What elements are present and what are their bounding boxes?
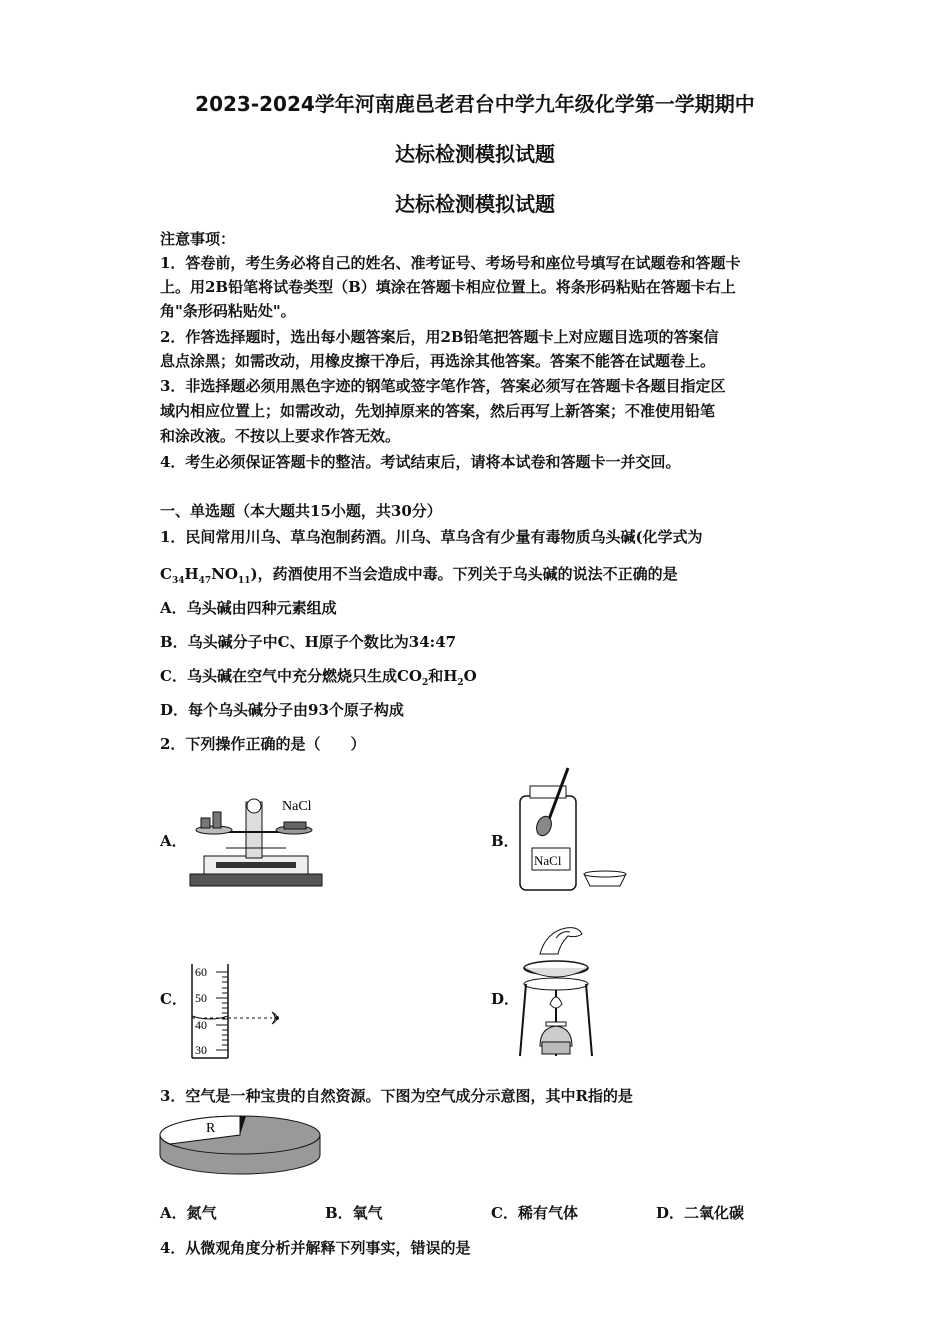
nacl-label-a: NaCl xyxy=(282,799,312,814)
cylinder-tick-50: 50 xyxy=(195,991,207,1005)
exam-title-line3: 达标检测模拟试题 xyxy=(395,192,555,216)
notice-line: 4．考生必须保证答题卡的整洁。考试结束后，请将本试卷和答题卡一并交回。 xyxy=(160,453,681,471)
notice-line: 息点涂黑；如需改动，用橡皮擦干净后，再选涂其他答案。答案不能答在试题卷上。 xyxy=(160,352,716,370)
nacl-label-b: NaCl xyxy=(534,853,562,868)
q3-option-b: B．氧气 xyxy=(325,1204,383,1222)
q1-stem-line2: $C_{34}H_{47}NO_{11}$)，药酒使用不当会造成中毒。下列关于乌头碱的说法不正确的是 xyxy=(160,565,678,586)
q2-label-d: D． xyxy=(491,990,520,1008)
q1-option-d: D．每个乌头碱分子由93个原子构成 xyxy=(160,701,404,719)
notice-line: 域内相应位置上；如需改动，先划掉原来的答案，然后再写上新答案；不准使用铅笔 xyxy=(160,402,716,420)
q4-stem: 4．从微观角度分析并解释下列事实，错误的是 xyxy=(160,1239,471,1257)
q3-option-a: A．氮气 xyxy=(160,1204,217,1222)
pie-label-r: R xyxy=(206,1121,216,1136)
cylinder-tick-40: 40 xyxy=(195,1018,207,1032)
cylinder-tick-60: 60 xyxy=(195,965,207,979)
notice-line: 上。用2B铅笔将试卷类型（B）填涂在答题卡相应位置上。将条形码粘贴在答题卡右上 xyxy=(160,278,736,296)
notice-line: 3．非选择题必须用黑色字迹的钢笔或签字笔作答，答案必须写在答题卡各题目指定区 xyxy=(160,377,726,395)
notice-line: 和涂改液。不按以上要求作答无效。 xyxy=(160,427,401,445)
notice-line: 角"条形码粘贴处"。 xyxy=(160,302,296,320)
q1-option-a: A．乌头碱由四种元素组成 xyxy=(160,599,337,617)
q3-option-d: D．二氧化碳 xyxy=(656,1204,745,1222)
air-composition-pie xyxy=(158,1115,322,1177)
q1-option-b: B．乌头碱分子中C、H原子个数比为34:47 xyxy=(160,633,457,651)
eye-icon xyxy=(275,1016,279,1020)
notice-line: 1．答卷前，考生务必将自己的姓名、准考证号、考场号和座位号填写在试题卷和答题卡 xyxy=(160,254,741,272)
q2-label-a: A． xyxy=(160,832,187,850)
q2-stem: 2．下列操作正确的是（ ） xyxy=(160,735,366,753)
cylinder-tick-30: 30 xyxy=(195,1043,207,1057)
evaporating-dish-figure xyxy=(516,924,596,1060)
q2-label-c: C． xyxy=(160,990,187,1008)
reagent-bottle-figure xyxy=(514,766,634,894)
graduated-cylinder-figure xyxy=(188,962,292,1060)
q3-stem: 3．空气是一种宝贵的自然资源。下图为空气成分示意图，其中R指的是 xyxy=(160,1087,633,1105)
q1-stem-line1: 1．民间常用川乌、草乌泡制药酒。川乌、草乌含有少量有毒物质乌头碱(化学式为 xyxy=(160,528,703,546)
q1-option-c: C．乌头碱在空气中充分燃烧只生成$CO_2$和$H_2O$ xyxy=(160,667,477,688)
notice-heading: 注意事项： xyxy=(160,230,236,248)
exam-title-line1: 2023-2024学年河南鹿邑老君台中学九年级化学第一学期期中 xyxy=(195,92,755,116)
notice-line: 2．作答选择题时，选出每小题答案后，用2B铅笔把答题卡上对应题目选项的答案信 xyxy=(160,328,719,346)
balance-scale-figure xyxy=(186,792,326,890)
exam-title-line2: 达标检测模拟试题 xyxy=(395,142,555,166)
q3-option-c: C．稀有气体 xyxy=(491,1204,578,1222)
section-heading: 一、单选题（本大题共15小题，共30分） xyxy=(160,502,442,520)
q2-label-b: B． xyxy=(491,832,519,850)
